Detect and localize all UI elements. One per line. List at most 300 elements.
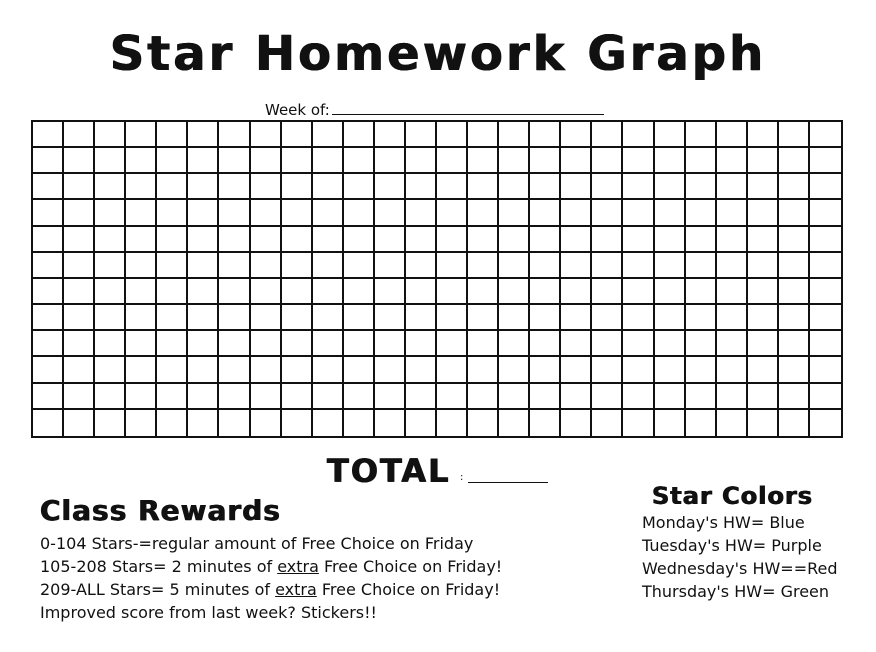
grid-cell[interactable] [437,279,468,305]
grid-cell[interactable] [64,227,95,253]
grid-cell[interactable] [219,279,250,305]
grid-cell[interactable] [406,279,437,305]
grid-cell[interactable] [282,148,313,174]
grid-cell[interactable] [406,357,437,383]
grid-cell[interactable] [592,148,623,174]
grid-cell[interactable] [748,384,779,410]
grid-cell[interactable] [623,253,654,279]
grid-cell[interactable] [499,200,530,226]
grid-cell[interactable] [779,253,810,279]
grid-cell[interactable] [313,384,344,410]
grid-cell[interactable] [313,279,344,305]
grid-cell[interactable] [686,253,717,279]
grid-cell[interactable] [779,331,810,357]
grid-cell[interactable] [779,384,810,410]
grid-cell[interactable] [406,148,437,174]
grid-cell[interactable] [779,305,810,331]
grid-cell[interactable] [219,174,250,200]
grid-cell[interactable] [561,279,592,305]
grid-cell[interactable] [282,122,313,148]
grid-cell[interactable] [251,174,282,200]
grid-cell[interactable] [344,279,375,305]
grid-cell[interactable] [623,148,654,174]
grid-cell[interactable] [251,384,282,410]
grid-cell[interactable] [188,200,219,226]
grid-cell[interactable] [561,227,592,253]
grid-cell[interactable] [748,331,779,357]
grid-cell[interactable] [810,410,841,436]
grid-cell[interactable] [282,331,313,357]
grid-cell[interactable] [437,200,468,226]
grid-cell[interactable] [623,200,654,226]
grid-cell[interactable] [748,305,779,331]
grid-cell[interactable] [126,122,157,148]
grid-cell[interactable] [810,227,841,253]
grid-cell[interactable] [251,357,282,383]
grid-cell[interactable] [406,384,437,410]
grid-cell[interactable] [592,174,623,200]
grid-cell[interactable] [375,122,406,148]
grid-cell[interactable] [406,122,437,148]
grid-cell[interactable] [33,279,64,305]
grid-cell[interactable] [219,200,250,226]
grid-cell[interactable] [530,331,561,357]
grid-cell[interactable] [499,227,530,253]
grid-cell[interactable] [251,331,282,357]
grid-cell[interactable] [530,174,561,200]
grid-cell[interactable] [779,174,810,200]
grid-cell[interactable] [157,410,188,436]
grid-cell[interactable] [188,279,219,305]
grid-cell[interactable] [344,410,375,436]
grid-cell[interactable] [530,253,561,279]
grid-cell[interactable] [561,384,592,410]
grid-cell[interactable] [748,122,779,148]
grid-cell[interactable] [592,305,623,331]
grid-cell[interactable] [33,253,64,279]
grid-cell[interactable] [375,357,406,383]
grid-cell[interactable] [437,357,468,383]
grid-cell[interactable] [375,200,406,226]
grid-cell[interactable] [157,331,188,357]
grid-cell[interactable] [810,174,841,200]
grid-cell[interactable] [810,279,841,305]
grid-cell[interactable] [499,305,530,331]
grid-cell[interactable] [375,279,406,305]
grid-cell[interactable] [251,253,282,279]
grid-cell[interactable] [779,410,810,436]
grid-cell[interactable] [499,253,530,279]
grid-cell[interactable] [686,148,717,174]
grid-cell[interactable] [623,122,654,148]
grid-cell[interactable] [468,148,499,174]
grid-cell[interactable] [748,279,779,305]
grid-cell[interactable] [157,305,188,331]
grid-cell[interactable] [126,279,157,305]
grid-cell[interactable] [686,200,717,226]
grid-cell[interactable] [126,305,157,331]
grid-cell[interactable] [344,357,375,383]
grid-cell[interactable] [157,200,188,226]
grid-cell[interactable] [623,410,654,436]
grid-cell[interactable] [530,148,561,174]
grid-cell[interactable] [344,122,375,148]
grid-cell[interactable] [779,227,810,253]
grid-cell[interactable] [126,253,157,279]
grid-cell[interactable] [779,122,810,148]
grid-cell[interactable] [530,305,561,331]
grid-cell[interactable] [282,410,313,436]
grid-cell[interactable] [126,174,157,200]
grid-cell[interactable] [468,305,499,331]
grid-cell[interactable] [561,357,592,383]
grid-cell[interactable] [592,122,623,148]
grid-cell[interactable] [468,357,499,383]
grid-cell[interactable] [748,253,779,279]
grid-cell[interactable] [592,279,623,305]
grid-cell[interactable] [499,148,530,174]
grid-cell[interactable] [686,305,717,331]
grid-cell[interactable] [375,305,406,331]
grid-cell[interactable] [499,279,530,305]
grid-cell[interactable] [499,122,530,148]
grid-cell[interactable] [406,227,437,253]
grid-cell[interactable] [655,122,686,148]
grid-cell[interactable] [282,279,313,305]
grid-cell[interactable] [344,174,375,200]
grid-cell[interactable] [95,148,126,174]
grid-cell[interactable] [64,384,95,410]
grid-cell[interactable] [592,331,623,357]
grid-cell[interactable] [748,200,779,226]
grid-cell[interactable] [188,253,219,279]
grid-cell[interactable] [623,279,654,305]
grid-cell[interactable] [344,331,375,357]
grid-cell[interactable] [717,357,748,383]
grid-cell[interactable] [344,305,375,331]
grid-cell[interactable] [126,227,157,253]
grid-cell[interactable] [530,410,561,436]
grid-cell[interactable] [499,331,530,357]
grid-cell[interactable] [561,200,592,226]
grid-cell[interactable] [95,305,126,331]
grid-cell[interactable] [592,410,623,436]
grid-cell[interactable] [95,410,126,436]
grid-cell[interactable] [95,384,126,410]
grid-cell[interactable] [375,253,406,279]
grid-cell[interactable] [717,148,748,174]
grid-cell[interactable] [810,122,841,148]
grid-cell[interactable] [251,305,282,331]
grid-cell[interactable] [468,279,499,305]
grid-cell[interactable] [655,148,686,174]
grid-cell[interactable] [64,174,95,200]
grid-cell[interactable] [157,122,188,148]
grid-cell[interactable] [375,227,406,253]
grid-cell[interactable] [468,122,499,148]
grid-cell[interactable] [95,331,126,357]
grid-cell[interactable] [219,410,250,436]
grid-cell[interactable] [64,200,95,226]
grid-cell[interactable] [748,174,779,200]
grid-cell[interactable] [126,331,157,357]
grid-cell[interactable] [344,148,375,174]
grid-cell[interactable] [561,331,592,357]
grid-cell[interactable] [282,384,313,410]
grid-cell[interactable] [344,227,375,253]
grid-cell[interactable] [126,410,157,436]
grid-cell[interactable] [748,227,779,253]
grid-cell[interactable] [561,253,592,279]
grid-cell[interactable] [406,331,437,357]
grid-cell[interactable] [717,200,748,226]
grid-cell[interactable] [188,148,219,174]
grid-cell[interactable] [592,357,623,383]
grid-cell[interactable] [655,357,686,383]
grid-cell[interactable] [655,174,686,200]
grid-cell[interactable] [717,279,748,305]
grid-cell[interactable] [375,384,406,410]
grid-cell[interactable] [33,331,64,357]
grid-cell[interactable] [33,227,64,253]
grid-cell[interactable] [686,357,717,383]
grid-cell[interactable] [188,331,219,357]
grid-cell[interactable] [655,227,686,253]
grid-cell[interactable] [188,174,219,200]
grid-cell[interactable] [655,305,686,331]
grid-cell[interactable] [561,174,592,200]
grid-cell[interactable] [313,227,344,253]
grid-cell[interactable] [126,200,157,226]
grid-cell[interactable] [33,384,64,410]
grid-cell[interactable] [592,227,623,253]
grid-cell[interactable] [592,253,623,279]
grid-cell[interactable] [282,200,313,226]
grid-cell[interactable] [468,410,499,436]
grid-cell[interactable] [779,200,810,226]
grid-cell[interactable] [686,227,717,253]
grid-cell[interactable] [779,279,810,305]
grid-cell[interactable] [157,253,188,279]
grid-cell[interactable] [748,410,779,436]
grid-cell[interactable] [64,331,95,357]
grid-cell[interactable] [282,253,313,279]
grid-cell[interactable] [686,384,717,410]
grid-cell[interactable] [468,200,499,226]
grid-cell[interactable] [219,384,250,410]
grid-cell[interactable] [219,227,250,253]
grid-cell[interactable] [64,253,95,279]
grid-cell[interactable] [406,174,437,200]
grid-cell[interactable] [530,122,561,148]
grid-cell[interactable] [375,174,406,200]
grid-cell[interactable] [592,384,623,410]
grid-cell[interactable] [188,384,219,410]
grid-cell[interactable] [655,279,686,305]
grid-cell[interactable] [188,410,219,436]
grid-cell[interactable] [686,174,717,200]
grid-cell[interactable] [561,410,592,436]
grid-cell[interactable] [313,200,344,226]
grid-cell[interactable] [530,227,561,253]
grid-cell[interactable] [655,384,686,410]
grid-cell[interactable] [810,357,841,383]
grid-cell[interactable] [655,410,686,436]
grid-cell[interactable] [686,331,717,357]
grid-cell[interactable] [437,253,468,279]
grid-cell[interactable] [33,305,64,331]
grid-cell[interactable] [33,410,64,436]
grid-cell[interactable] [468,384,499,410]
grid-cell[interactable] [655,253,686,279]
grid-cell[interactable] [717,227,748,253]
grid-cell[interactable] [64,148,95,174]
grid-cell[interactable] [313,410,344,436]
grid-cell[interactable] [219,122,250,148]
grid-cell[interactable] [717,410,748,436]
grid-cell[interactable] [561,305,592,331]
grid-cell[interactable] [219,331,250,357]
grid-cell[interactable] [810,305,841,331]
grid-cell[interactable] [779,148,810,174]
grid-cell[interactable] [251,200,282,226]
grid-cell[interactable] [95,357,126,383]
grid-cell[interactable] [251,148,282,174]
grid-cell[interactable] [313,174,344,200]
grid-cell[interactable] [375,331,406,357]
grid-cell[interactable] [748,357,779,383]
grid-cell[interactable] [717,331,748,357]
grid-cell[interactable] [64,279,95,305]
grid-cell[interactable] [623,174,654,200]
grid-cell[interactable] [561,122,592,148]
grid-cell[interactable] [95,253,126,279]
grid-cell[interactable] [157,148,188,174]
grid-cell[interactable] [375,410,406,436]
grid-cell[interactable] [406,200,437,226]
grid-cell[interactable] [810,148,841,174]
grid-cell[interactable] [313,253,344,279]
grid-cell[interactable] [468,331,499,357]
grid-cell[interactable] [157,279,188,305]
grid-cell[interactable] [623,331,654,357]
grid-cell[interactable] [437,384,468,410]
grid-cell[interactable] [313,331,344,357]
grid-cell[interactable] [437,227,468,253]
grid-cell[interactable] [344,384,375,410]
grid-cell[interactable] [251,279,282,305]
grid-cell[interactable] [251,122,282,148]
grid-cell[interactable] [623,384,654,410]
grid-cell[interactable] [64,122,95,148]
grid-cell[interactable] [499,357,530,383]
grid-cell[interactable] [437,174,468,200]
grid-cell[interactable] [499,410,530,436]
grid-cell[interactable] [655,331,686,357]
grid-cell[interactable] [717,384,748,410]
grid-cell[interactable] [344,200,375,226]
grid-cell[interactable] [655,200,686,226]
grid-cell[interactable] [406,253,437,279]
grid-cell[interactable] [313,148,344,174]
grid-cell[interactable] [282,305,313,331]
grid-cell[interactable] [530,279,561,305]
grid-cell[interactable] [188,122,219,148]
grid-cell[interactable] [810,253,841,279]
grid-cell[interactable] [251,227,282,253]
grid-cell[interactable] [33,148,64,174]
grid-cell[interactable] [282,174,313,200]
grid-cell[interactable] [779,357,810,383]
grid-cell[interactable] [126,148,157,174]
grid-cell[interactable] [717,174,748,200]
grid-cell[interactable] [437,410,468,436]
grid-cell[interactable] [717,253,748,279]
grid-cell[interactable] [437,148,468,174]
grid-cell[interactable] [406,305,437,331]
grid-cell[interactable] [468,253,499,279]
week-of-field[interactable] [265,100,604,119]
grid-cell[interactable] [219,253,250,279]
grid-cell[interactable] [126,357,157,383]
grid-cell[interactable] [33,200,64,226]
grid-cell[interactable] [64,305,95,331]
grid-cell[interactable] [748,148,779,174]
grid-cell[interactable] [623,227,654,253]
grid-cell[interactable] [623,305,654,331]
grid-cell[interactable] [810,384,841,410]
grid-cell[interactable] [157,227,188,253]
grid-cell[interactable] [468,174,499,200]
grid-cell[interactable] [157,174,188,200]
grid-cell[interactable] [313,122,344,148]
grid-cell[interactable] [64,357,95,383]
grid-cell[interactable] [530,357,561,383]
grid-cell[interactable] [188,305,219,331]
grid-cell[interactable] [219,305,250,331]
grid-cell[interactable] [623,357,654,383]
grid-cell[interactable] [95,174,126,200]
grid-cell[interactable] [530,200,561,226]
grid-cell[interactable] [313,357,344,383]
grid-cell[interactable] [406,410,437,436]
grid-cell[interactable] [499,174,530,200]
grid-cell[interactable] [592,200,623,226]
grid-cell[interactable] [33,122,64,148]
grid-cell[interactable] [157,384,188,410]
grid-cell[interactable] [126,384,157,410]
grid-cell[interactable] [499,384,530,410]
grid-cell[interactable] [437,331,468,357]
grid-cell[interactable] [437,305,468,331]
grid-cell[interactable] [219,357,250,383]
grid-cell[interactable] [33,357,64,383]
grid-cell[interactable] [95,279,126,305]
grid-cell[interactable] [561,148,592,174]
grid-cell[interactable] [251,410,282,436]
grid-cell[interactable] [717,305,748,331]
grid-cell[interactable] [282,357,313,383]
grid-cell[interactable] [313,305,344,331]
grid-cell[interactable] [530,384,561,410]
grid-cell[interactable] [810,200,841,226]
grid-cell[interactable] [33,174,64,200]
grid-cell[interactable] [686,122,717,148]
grid-cell[interactable] [188,357,219,383]
grid-cell[interactable] [95,227,126,253]
grid-cell[interactable] [219,148,250,174]
grid-cell[interactable] [468,227,499,253]
